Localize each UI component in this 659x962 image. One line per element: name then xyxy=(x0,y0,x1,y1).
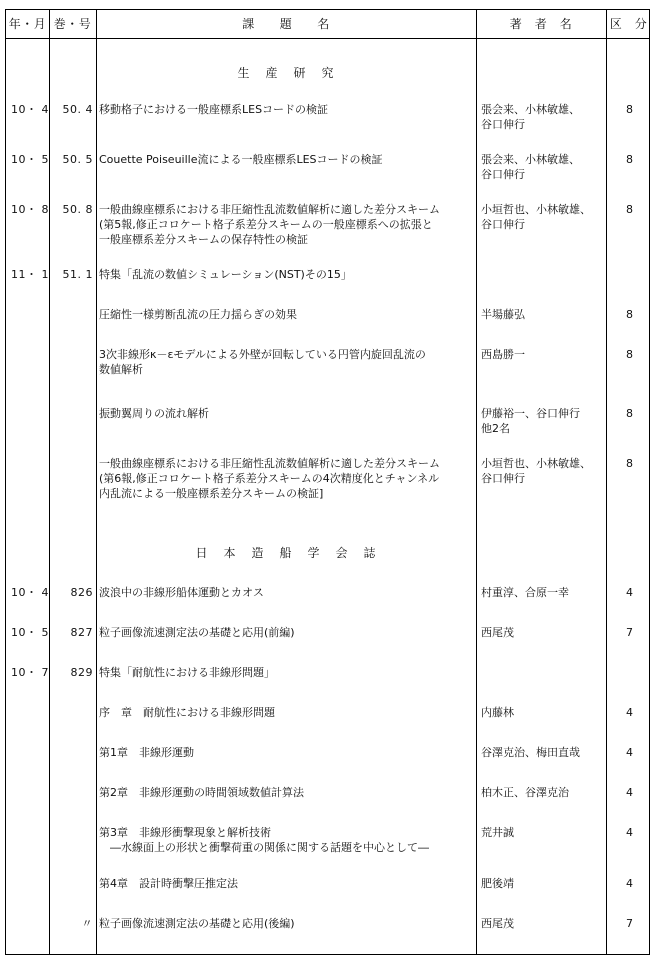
header-authors: 著 者 名 xyxy=(509,17,573,31)
row-title: 一般曲線座標系における非圧縮性乱流数値解析に適した差分スキーム (第5報,修正コロケート格子系差分スキームの一般座標系への拡張と 一般座標系差分スキームの保存特性の検証 xyxy=(99,203,440,246)
column-divider xyxy=(476,10,477,954)
row-title: 粒子画像流速測定法の基礎と応用(前編) xyxy=(99,626,295,639)
row-authors: 西島勝一 xyxy=(481,348,525,361)
header-title: 課 題 名 xyxy=(242,17,330,31)
row-title: Couette Poiseuille流による一般座標系LESコードの検証 xyxy=(99,153,383,166)
row-date: 11・ 1 xyxy=(11,268,49,281)
publication-table xyxy=(5,9,650,955)
row-title: 特集「乱流の数値シミュレーション(NST)その15」 xyxy=(99,268,352,281)
row-date: 10・ 4 xyxy=(11,586,49,599)
row-title: 第2章 非線形運動の時間領域数値計算法 xyxy=(99,786,304,799)
row-category: 8 xyxy=(626,308,633,321)
row-volume: 〃 xyxy=(81,917,93,930)
row-authors: 内藤林 xyxy=(481,706,514,719)
row-category: 8 xyxy=(626,203,633,216)
row-category: 8 xyxy=(626,348,633,361)
row-authors: 柏木正、谷澤克治 xyxy=(481,786,569,799)
header-date: 年・月 xyxy=(8,17,47,31)
row-authors: 小垣哲也、小林敏雄、 谷口伸行 xyxy=(481,457,591,485)
row-category: 4 xyxy=(626,826,633,839)
row-date: 10・ 7 xyxy=(11,666,49,679)
header-divider xyxy=(6,38,649,39)
row-title: 圧縮性一様剪断乱流の圧力揺らぎの効果 xyxy=(99,308,297,321)
row-authors: 谷澤克治、梅田直哉 xyxy=(481,746,580,759)
row-category: 4 xyxy=(626,586,633,599)
row-title: 波浪中の非線形船体運動とカオス xyxy=(99,586,264,599)
row-authors: 西尾茂 xyxy=(481,917,514,930)
row-authors: 肥後靖 xyxy=(481,877,514,890)
row-title: 第1章 非線形運動 xyxy=(99,746,194,759)
row-title: 第3章 非線形衝撃現象と解析技術 ―水線面上の形状と衝撃荷重の関係に関する話題を中心として― xyxy=(99,826,429,854)
row-volume: 829 xyxy=(70,666,93,679)
row-category: 4 xyxy=(626,706,633,719)
row-title: 移動格子における一般座標系LESコードの検証 xyxy=(99,103,329,116)
section-heading: 日 本 造 船 学 会 誌 xyxy=(195,546,378,560)
row-category: 8 xyxy=(626,153,633,166)
row-category: 8 xyxy=(626,457,633,470)
row-authors: 西尾茂 xyxy=(481,626,514,639)
row-volume: 50. 4 xyxy=(62,103,93,116)
column-divider xyxy=(49,10,50,954)
row-authors: 半場藤弘 xyxy=(481,308,525,321)
row-volume: 51. 1 xyxy=(62,268,93,281)
row-title: 3次非線形κ－εモデルによる外壁が回転している円管内旋回乱流の 数値解析 xyxy=(99,348,426,376)
header-volume: 巻・号 xyxy=(53,17,92,31)
row-volume: 826 xyxy=(70,586,93,599)
row-volume: 827 xyxy=(70,626,93,639)
row-date: 10・ 4 xyxy=(11,103,49,116)
row-volume: 50. 8 xyxy=(62,203,93,216)
row-date: 10・ 5 xyxy=(11,626,49,639)
row-title: 特集「耐航性における非線形問題」 xyxy=(99,666,275,679)
row-category: 8 xyxy=(626,103,633,116)
row-authors: 張会来、小林敏雄、 谷口伸行 xyxy=(481,153,580,181)
row-authors: 張会来、小林敏雄、 谷口伸行 xyxy=(481,103,580,131)
row-category: 7 xyxy=(626,626,633,639)
row-authors: 小垣哲也、小林敏雄、 谷口伸行 xyxy=(481,203,591,231)
row-authors: 村重淳、合原一幸 xyxy=(481,586,569,599)
row-date: 10・ 5 xyxy=(11,153,49,166)
row-category: 4 xyxy=(626,877,633,890)
section-heading: 生 産 研 究 xyxy=(237,66,336,80)
row-title: 序 章 耐航性における非線形問題 xyxy=(99,706,275,719)
row-category: 4 xyxy=(626,746,633,759)
row-title: 粒子画像流速測定法の基礎と応用(後編) xyxy=(99,917,295,930)
row-category: 4 xyxy=(626,786,633,799)
column-divider xyxy=(96,10,97,954)
column-divider xyxy=(606,10,607,954)
row-category: 8 xyxy=(626,407,633,420)
row-title: 一般曲線座標系における非圧縮性乱流数値解析に適した差分スキーム (第6報,修正コロケート格子系差分スキームの4次精度化とチャンネル 内乱流による一般座標系差分スキームの検証] xyxy=(99,457,440,500)
header-category: 区 分 xyxy=(609,17,648,31)
row-authors: 伊藤裕一、谷口伸行 他2名 xyxy=(481,407,580,435)
row-volume: 50. 5 xyxy=(62,153,93,166)
row-title: 振動翼周りの流れ解析 xyxy=(99,407,209,420)
row-category: 7 xyxy=(626,917,633,930)
row-authors: 荒井誠 xyxy=(481,826,514,839)
row-title: 第4章 設計時衝撃圧推定法 xyxy=(99,877,238,890)
row-date: 10・ 8 xyxy=(11,203,49,216)
